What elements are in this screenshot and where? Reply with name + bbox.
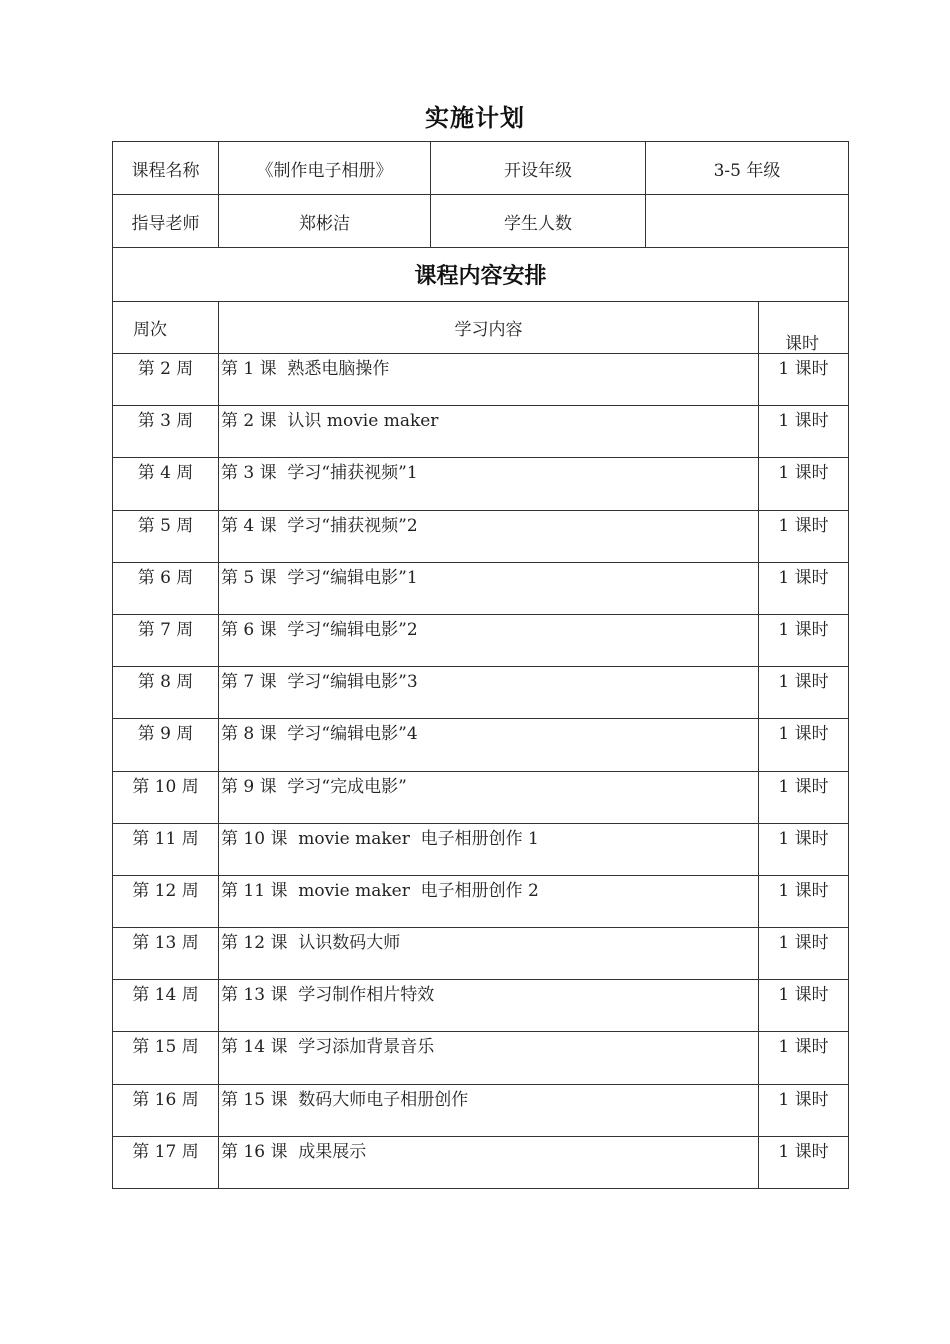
week-header-label: 周次 <box>133 320 167 340</box>
week-cell: 第 5 周 <box>113 511 219 562</box>
content-cell: 第 12 课 认识数码大师 <box>219 928 759 979</box>
hours-cell: 1 课时 <box>759 354 849 405</box>
hours-cell: 1 课时 <box>759 719 849 770</box>
week-column-header <box>113 302 219 353</box>
week-cell: 第 11 周 <box>113 824 219 875</box>
grade-value: 3-5 年级 <box>646 142 849 194</box>
content-cell: 第 11 课 movie maker 电子相册创作 2 <box>219 876 759 927</box>
content-cell: 第 5 课 学习“编辑电影”1 <box>219 563 759 614</box>
schedule-body <box>113 354 849 1189</box>
table-row <box>113 1085 849 1137</box>
table-row <box>113 824 849 876</box>
content-cell: 第 10 课 movie maker 电子相册创作 1 <box>219 824 759 875</box>
info-row-teacher <box>113 195 849 248</box>
table-row <box>113 928 849 980</box>
week-cell: 第 3 周 <box>113 406 219 457</box>
student-count-value <box>646 195 849 247</box>
table-row <box>113 719 849 771</box>
table-row <box>113 354 849 406</box>
table-row <box>113 563 849 615</box>
content-cell: 第 6 课 学习“编辑电影”2 <box>219 615 759 666</box>
info-row-course <box>113 142 849 195</box>
hours-cell: 1 课时 <box>759 824 849 875</box>
hours-cell: 1 课时 <box>759 667 849 718</box>
content-cell: 第 2 课 认识 movie maker <box>219 406 759 457</box>
table-row <box>113 980 849 1032</box>
section-title: 课程内容安排 <box>414 263 547 289</box>
hours-cell: 1 课时 <box>759 1032 849 1083</box>
table-row <box>113 511 849 563</box>
hours-cell: 1 课时 <box>759 563 849 614</box>
week-cell: 第 2 周 <box>113 354 219 405</box>
student-count-label: 学生人数 <box>431 195 646 247</box>
week-cell: 第 7 周 <box>113 615 219 666</box>
week-cell: 第 14 周 <box>113 980 219 1031</box>
plan-table <box>112 141 849 1189</box>
content-cell: 第 16 课 成果展示 <box>219 1137 759 1188</box>
hours-cell: 1 课时 <box>759 1085 849 1136</box>
hours-column-header <box>759 302 849 353</box>
hours-cell: 1 课时 <box>759 511 849 562</box>
course-name-label: 课程名称 <box>113 142 219 194</box>
section-header <box>113 248 849 302</box>
week-cell: 第 16 周 <box>113 1085 219 1136</box>
schedule-header-row <box>113 302 849 354</box>
page-title: 实施计划 <box>425 103 525 132</box>
week-cell: 第 15 周 <box>113 1032 219 1083</box>
hours-cell: 1 课时 <box>759 406 849 457</box>
hours-cell: 1 课时 <box>759 458 849 509</box>
table-row <box>113 615 849 667</box>
week-cell: 第 10 周 <box>113 772 219 823</box>
teacher-label: 指导老师 <box>113 195 219 247</box>
week-cell: 第 9 周 <box>113 719 219 770</box>
table-row <box>113 1137 849 1189</box>
week-cell: 第 6 周 <box>113 563 219 614</box>
hours-cell: 1 课时 <box>759 772 849 823</box>
table-row <box>113 1032 849 1084</box>
week-cell: 第 8 周 <box>113 667 219 718</box>
hours-cell: 1 课时 <box>759 1137 849 1188</box>
content-column-header <box>219 302 759 353</box>
content-cell: 第 1 课 熟悉电脑操作 <box>219 354 759 405</box>
content-cell: 第 9 课 学习“完成电影” <box>219 772 759 823</box>
hours-cell: 1 课时 <box>759 615 849 666</box>
week-cell: 第 13 周 <box>113 928 219 979</box>
content-cell: 第 3 课 学习“捕获视频”1 <box>219 458 759 509</box>
hours-cell: 1 课时 <box>759 980 849 1031</box>
table-row <box>113 667 849 719</box>
table-row <box>113 406 849 458</box>
content-cell: 第 4 课 学习“捕获视频”2 <box>219 511 759 562</box>
week-cell: 第 4 周 <box>113 458 219 509</box>
table-row <box>113 772 849 824</box>
content-cell: 第 13 课 学习制作相片特效 <box>219 980 759 1031</box>
table-row <box>113 876 849 928</box>
teacher-value: 郑彬洁 <box>219 195 431 247</box>
content-cell: 第 14 课 学习添加背景音乐 <box>219 1032 759 1083</box>
content-cell: 第 15 课 数码大师电子相册创作 <box>219 1085 759 1136</box>
grade-label: 开设年级 <box>431 142 646 194</box>
content-cell: 第 8 课 学习“编辑电影”4 <box>219 719 759 770</box>
week-cell: 第 12 周 <box>113 876 219 927</box>
hours-cell: 1 课时 <box>759 928 849 979</box>
hours-header-label: 课时 <box>785 334 819 354</box>
course-name-value: 《制作电子相册》 <box>219 142 431 194</box>
content-cell: 第 7 课 学习“编辑电影”3 <box>219 667 759 718</box>
week-cell: 第 17 周 <box>113 1137 219 1188</box>
hours-cell: 1 课时 <box>759 876 849 927</box>
content-header-label: 学习内容 <box>454 320 523 340</box>
table-row <box>113 458 849 510</box>
